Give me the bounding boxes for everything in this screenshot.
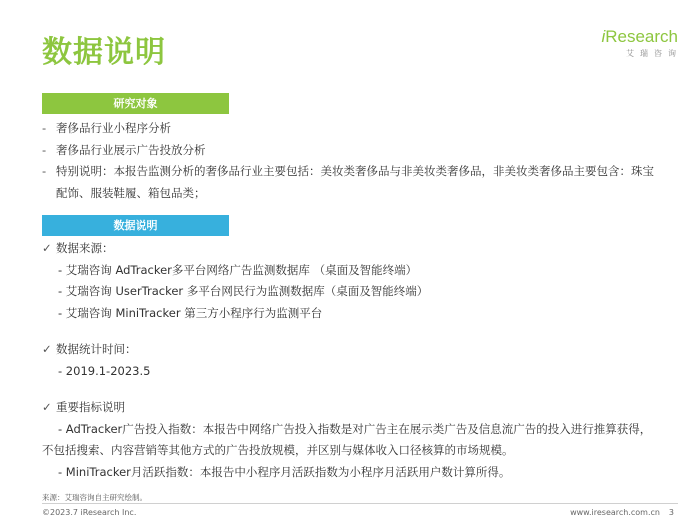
dash-bullet: - — [42, 164, 47, 178]
list-item-continuation: 配饰、服装鞋履、箱包品类； — [56, 185, 206, 200]
metric-adtracker: - AdTracker广告投入指数：本报告中网络广告投入指数是对广告主在展示类广告及信息流广告的投入进行推算获得， — [58, 421, 652, 436]
logo-wordmark: iResearch — [601, 27, 678, 46]
list-item: - 奢侈品行业小程序分析 — [42, 118, 672, 140]
research-object-badge: 研究对象 — [42, 93, 229, 114]
footer-divider — [42, 503, 678, 504]
metric-minitracker: - MiniTracker月活跃指数：本报告中小程序月活跃指数为小程序月活跃用户数计算所得。 — [58, 464, 511, 479]
data-source-heading: ✓ 数据来源： — [42, 238, 682, 260]
copyright: ©2023.7 iResearch Inc. — [42, 508, 137, 517]
key-metrics-heading: ✓ 重要指标说明 — [42, 397, 682, 419]
logo-subtitle: 艾瑞咨询 — [626, 49, 682, 58]
data-description-badge: 数据说明 — [42, 215, 229, 236]
statistics-period-value: - 2019.1-2023.5 — [58, 363, 151, 378]
list-item: - 特别说明：本报告监测分析的奢侈品行业主要包括：美妆类奢侈品与非美妆类奢侈品，非美妆类奢侈品主要包含：珠宝 — [42, 161, 672, 183]
data-description-content — [42, 238, 682, 483]
dash-bullet: - — [42, 121, 47, 135]
metric-adtracker-continuation: 不包括搜索、内容营销等其他方式的广告投放规模，并区别与媒体收入口径核算的市场规模。 — [42, 443, 514, 457]
data-source-item: - 艾瑞咨询 UserTracker 多平台网民行为监测数据库（桌面及智能终端） — [58, 284, 429, 298]
checkmark-icon: ✓ — [42, 342, 52, 356]
checkmark-icon: ✓ — [42, 241, 52, 255]
statistics-period-heading: ✓ 数据统计时间： — [42, 339, 682, 361]
source-note: 来源：艾瑞咨询自主研究绘制。 — [42, 493, 147, 502]
page-number: 3 — [668, 508, 674, 517]
dash-bullet: - — [42, 142, 47, 157]
data-source-item: - 艾瑞咨询 MiniTracker 第三方小程序行为监测平台 — [58, 305, 323, 320]
research-object-list — [42, 118, 672, 204]
data-source-item: - 艾瑞咨询 AdTracker多平台网络广告监测数据库 （桌面及智能终端） — [58, 262, 418, 277]
website: www.iresearch.com.cn — [570, 508, 660, 517]
list-item: - 奢侈品行业展示广告投放分析 — [42, 140, 672, 162]
checkmark-icon: ✓ — [42, 400, 52, 414]
iresearch-logo — [588, 27, 682, 59]
page-title: 数据说明 — [42, 35, 166, 70]
